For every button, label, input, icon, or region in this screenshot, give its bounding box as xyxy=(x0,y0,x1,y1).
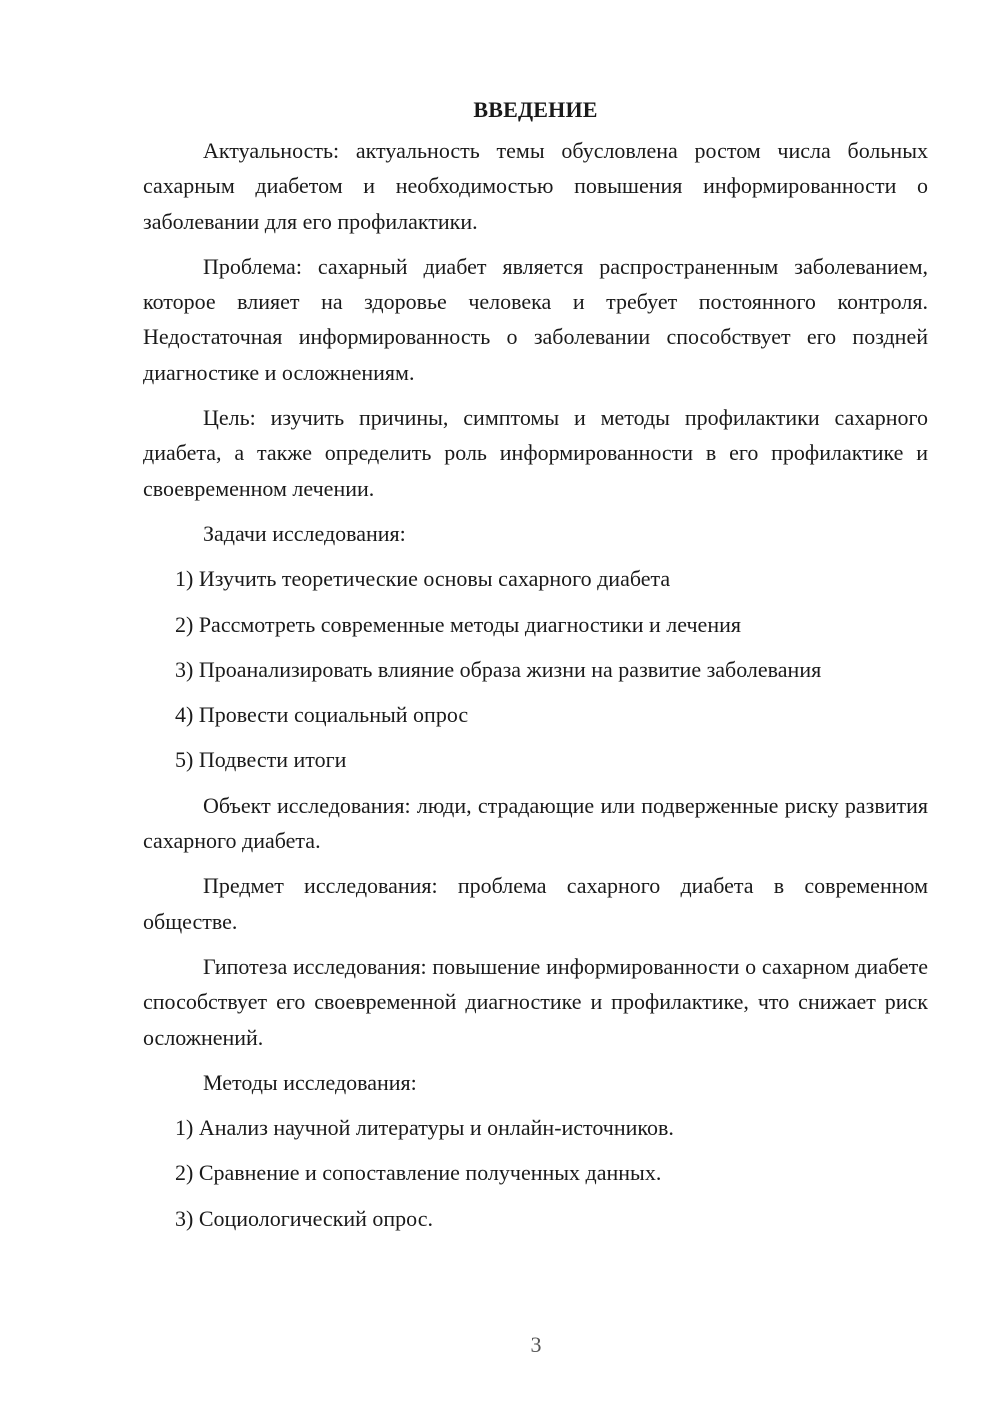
hypothesis-paragraph: Гипотеза исследования: повышение информированности о сахарном диабете способствует его своевременной диагностике и профилактике, что снижает риск осложнений. xyxy=(143,953,928,1050)
methods-title: Методы исследования: xyxy=(203,1069,417,1095)
task-item: 2) Рассмотреть современные методы диагностики и лечения xyxy=(175,611,741,637)
section-heading: ВВЕДЕНИЕ xyxy=(473,97,598,122)
task-item: 3) Проанализировать влияние образа жизни на развитие заболевания xyxy=(175,656,822,682)
method-item: 2) Сравнение и сопоставление полученных данных. xyxy=(175,1160,662,1186)
goal-paragraph: Цель: изучить причины, симптомы и методы профилактики сахарного диабета, а также определить роль информированности в его профилактике и своевременном лечении. xyxy=(143,405,928,501)
subject-paragraph: Предмет исследования: проблема сахарного диабета в современном обществе. xyxy=(143,873,928,934)
page-content xyxy=(143,92,928,1246)
task-item: 1) Изучить теоретические основы сахарного диабета xyxy=(175,566,671,592)
tasks-title: Задачи исследования: xyxy=(203,520,406,546)
task-item: 4) Провести социальный опрос xyxy=(175,702,469,728)
task-item: 5) Подвести итоги xyxy=(175,747,347,773)
method-item: 1) Анализ научной литературы и онлайн-источников. xyxy=(175,1115,674,1141)
problem-paragraph: Проблема: сахарный диабет является распространенным заболеванием, которое влияет на здоровье человека и требует постоянного контроля. Недостаточная информированность о заболевании способствует его поздней диагностике и осложнениям. xyxy=(143,253,928,385)
page-number: 3 xyxy=(530,1332,542,1357)
object-paragraph: Объект исследования: люди, страдающие или подверженные риску развития сахарного диабета. xyxy=(143,792,928,854)
method-item: 3) Социологический опрос. xyxy=(175,1205,433,1231)
relevance-paragraph: Актуальность: актуальность темы обусловлена ростом числа больных сахарным диабетом и необходимостью повышения информированности о заболевании для его профилактики. xyxy=(143,138,928,234)
